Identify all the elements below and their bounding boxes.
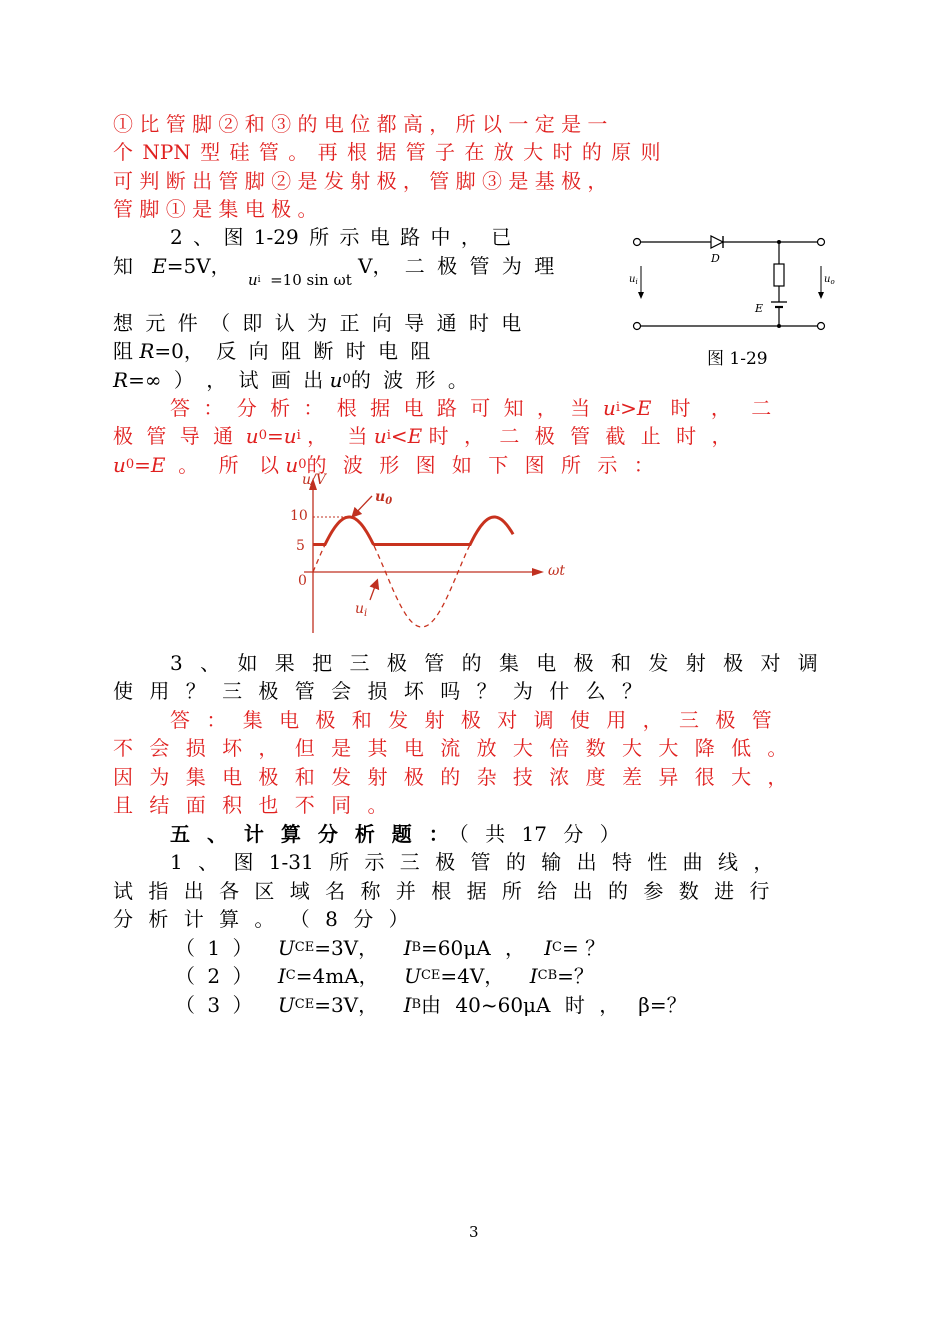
ui-label: u xyxy=(629,274,636,285)
figure-caption: 图 1-29 xyxy=(707,349,768,369)
terminal xyxy=(818,323,825,330)
uo-sub: o xyxy=(830,278,835,286)
terminal xyxy=(634,323,641,330)
formula: u i =10 sin ωt xyxy=(248,271,352,289)
ui-sub: i xyxy=(635,278,638,286)
question-line: 使 用 ？ 三 极 管 会 损 坏 吗 ？ 为 什 么 ？ xyxy=(113,679,643,703)
answer-line: 可 判 断 出 管 脚 ② 是 发 射 极 ， 管 脚 ③ 是 基 极 ， xyxy=(113,169,608,193)
waveform-figure xyxy=(280,468,580,638)
sub-question-3: （ 3 ） U CE =3V， I B 由 40~60μA 时 ， β=？ xyxy=(175,993,687,1017)
page-number: 3 xyxy=(469,1223,479,1241)
question-line: 3 、 如 果 把 三 极 管 的 集 电 极 和 发 射 极 对 调 xyxy=(170,651,818,675)
sub-question-1: （ 1 ） U CE =3V， I B =60μA ， I C = ？ xyxy=(175,936,606,960)
question-line: R =∞ ） ， 试 画 出 u 0 的 波 形 。 xyxy=(113,368,468,392)
section-heading: 五 、 计 算 分 析 题 ： （ 共 17 分 ） xyxy=(170,822,620,846)
x-axis-label: ωt xyxy=(548,563,566,579)
answer-line: 因 为 集 电 极 和 发 射 极 的 杂 技 浓 度 差 异 很 大 ， xyxy=(113,765,788,789)
answer-line: 管 脚 ① 是 集 电 极 。 xyxy=(113,197,318,221)
question-line: 1 、 图 1-31 所 示 三 极 管 的 输 出 特 性 曲 线 ， xyxy=(170,850,774,874)
svg-text:u0 xyxy=(375,489,392,507)
answer-line: ① 比 管 脚 ② 和 ③ 的 电 位 都 高 ， 所 以 一 定 是 一 xyxy=(113,112,608,136)
battery-label: E xyxy=(755,302,764,315)
y-axis-label: u/V xyxy=(302,472,326,488)
u0-arrow xyxy=(353,496,372,516)
answer-line: 不 会 损 坏 ， 但 是 其 电 流 放 大 倍 数 大 大 降 低 。 xyxy=(113,736,788,760)
ui-arrow xyxy=(370,581,377,600)
question-line: 想 元 件 （ 即 认 为 正 向 导 通 时 电 xyxy=(113,311,522,335)
svg-text:ui xyxy=(629,274,638,286)
uo-label: u xyxy=(824,274,831,285)
sub-question-2: （ 2 ） I C =4mA， U CE =4V， I CB =？ xyxy=(175,964,594,988)
diode-symbol xyxy=(711,236,723,248)
tick-0: 0 xyxy=(298,573,307,589)
answer-line: 答 ： 分 析 ： 根 据 电 路 可 知 ， 当 u i >E 时 ， 二 xyxy=(170,396,772,420)
answer-line: 答 ： 集 电 极 和 发 射 极 对 调 使 用 ， 三 极 管 xyxy=(170,708,772,732)
question-line: 分 析 计 算 。 （ 8 分 ） xyxy=(113,907,409,931)
ui-label: u xyxy=(355,601,365,617)
svg-text:uo xyxy=(824,274,835,286)
svg-text:ui xyxy=(355,601,367,619)
resistor-symbol xyxy=(774,264,784,286)
question-line: 阻 R =0， 反 向 阻 断 时 电 阻 xyxy=(113,339,431,363)
question-line: V， 二 极 管 为 理 xyxy=(358,254,555,278)
u0-label: u xyxy=(375,489,386,505)
question-line: 试 指 出 各 区 域 名 称 并 根 据 所 给 出 的 参 数 进 行 xyxy=(113,879,770,903)
question-line: 2 、 图 1-29 所 示 电 路 中 ， 已 xyxy=(170,225,512,249)
ui-sub: i xyxy=(364,608,368,619)
u0-sub: 0 xyxy=(385,496,393,507)
answer-line: 个 NPN 型 硅 管 。 再 根 据 管 子 在 放 大 时 的 原 则 xyxy=(113,140,661,164)
circuit-diagram xyxy=(625,228,840,338)
answer-line: u 0 =E 。 所 以 u 0 的 波 形 图 如 下 图 所 示 ： xyxy=(113,453,654,477)
question-line: 知 E =5V， xyxy=(113,254,231,278)
answer-line: 极 管 导 通 u 0 =u i ， 当 u i <E 时 ， 二 极 管 截 止 时 ， xyxy=(113,424,732,448)
tick-10: 10 xyxy=(290,508,308,524)
terminal xyxy=(818,239,825,246)
diode-label: D xyxy=(711,252,720,265)
u0-curve xyxy=(313,517,513,545)
tick-5: 5 xyxy=(296,538,305,554)
answer-line: 且 结 面 积 也 不 同 。 xyxy=(113,793,388,817)
terminal xyxy=(634,239,641,246)
